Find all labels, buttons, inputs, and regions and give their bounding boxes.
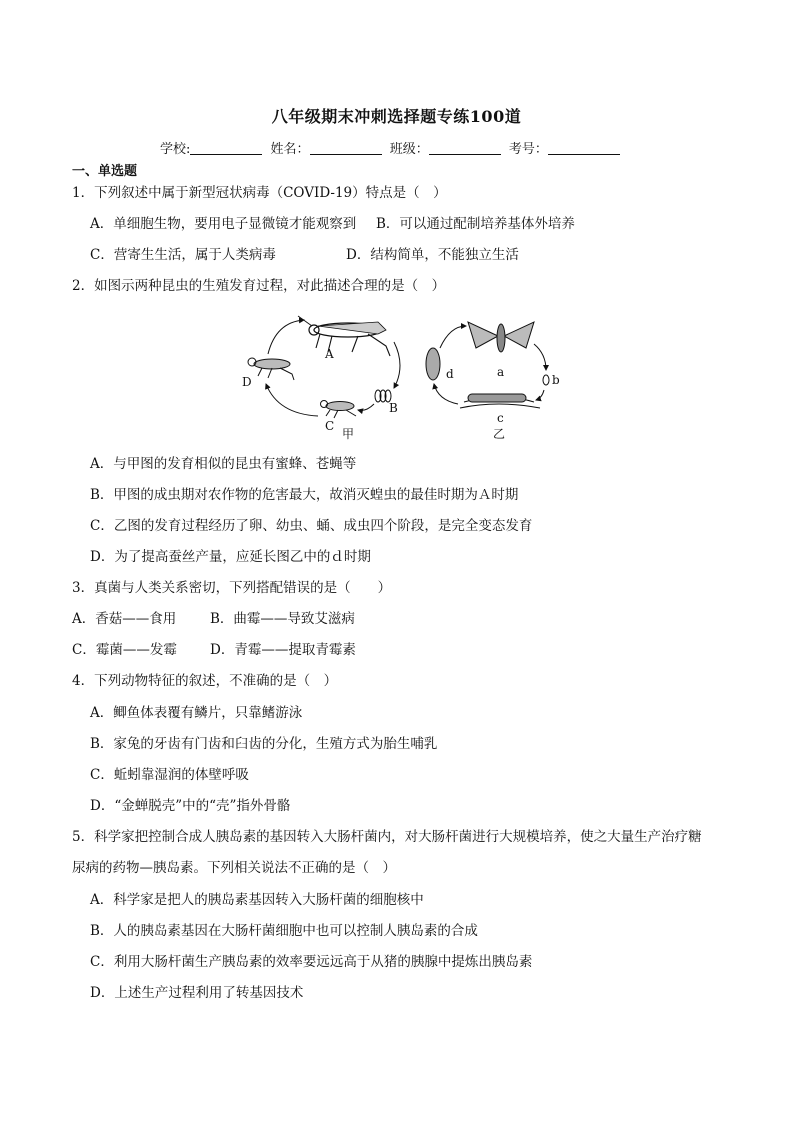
silkworm-pupa-icon	[426, 348, 440, 380]
label-D: D	[242, 375, 252, 389]
name-blank[interactable]	[310, 142, 382, 155]
figure-yi-cycle	[426, 322, 560, 441]
q5-option-d: D．上述生产过程利用了转基因技术	[90, 985, 304, 1001]
silkworm-egg-icon	[543, 375, 549, 385]
label-B: B	[389, 401, 398, 415]
q2-option-c: C．乙图的发育过程经历了卵、幼虫、蛹、成虫四个阶段，是完全变态发育	[90, 518, 533, 534]
q1-stem: 1．下列叙述中属于新型冠状病毒（COVID-19）特点是（ ）	[72, 185, 447, 201]
grasshopper-adult-icon	[298, 316, 390, 356]
q3-stem: 3．真菌与人类关系密切，下列搭配错误的是（ ）	[72, 580, 392, 596]
class-label: 班级：	[389, 142, 429, 157]
label-C: C	[325, 419, 335, 433]
q2-stem: 2．如图示两种昆虫的生殖发育过程，对此描述合理的是（ ）	[72, 278, 446, 294]
q4-stem: 4．下列动物特征的叙述，不准确的是（ ）	[72, 673, 338, 689]
q4-option-c: C．蚯蚓靠湿润的体壁呼吸	[90, 767, 249, 783]
school-label: 学校:	[160, 142, 191, 157]
q3-option-d: D．青霉——提取青霉素	[210, 642, 356, 658]
q1-option-d: D．结构简单，不能独立生活	[346, 247, 519, 263]
label-c: c	[497, 411, 504, 425]
number-blank[interactable]	[548, 142, 620, 155]
label-a: a	[497, 365, 505, 379]
q4-option-a: A．鲫鱼体表覆有鳞片，只靠鳍游泳	[90, 705, 303, 721]
figure-jia-cycle	[242, 316, 400, 441]
student-info-row	[160, 138, 624, 157]
q3-option-c: C．霉菌——发霉	[72, 642, 177, 658]
class-blank[interactable]	[429, 142, 501, 155]
section-heading: 一、单选题	[72, 164, 138, 179]
q5-stem-line2: 尿病的药物—胰岛素。下列相关说法不正确的是（ ）	[72, 860, 396, 876]
q2-option-b: B．甲图的成虫期对农作物的危害最大，故消灭蝗虫的最佳时期为Ａ时期	[90, 487, 519, 503]
q5-option-c: C．利用大肠杆菌生产胰岛素的效率要远远高于从猪的胰腺中提炼出胰岛素	[90, 954, 533, 970]
q4-option-b: B．家兔的牙齿有门齿和臼齿的分化，生殖方式为胎生哺乳	[90, 736, 438, 752]
q4-option-d: D．“金蝉脱壳”中的“壳”指外骨骼	[90, 798, 291, 814]
q2-option-a: A．与甲图的发育相似的昆虫有蜜蜂、苍蝇等	[90, 456, 357, 472]
q5-option-a: A．科学家是把人的胰岛素基因转入大肠杆菌的细胞核中	[90, 892, 424, 908]
q1-option-a: A．单细胞生物，要用电子显微镜才能观察到	[90, 216, 357, 232]
q1-option-b: B．可以通过配制培养基体外培养	[376, 216, 575, 232]
name-label: 姓名：	[270, 142, 310, 157]
q5-stem-line1: 5．科学家把控制合成人胰岛素的基因转入大肠杆菌内，对大肠杆菌进行大规模培养，使之大量生产治疗糖	[72, 829, 702, 845]
silkworm-larva-icon	[460, 394, 540, 408]
grasshopper-nymph-d-icon	[248, 358, 294, 380]
label-yi: 乙	[493, 427, 506, 441]
q1-option-c: C．营寄生生活，属于人类病毒	[90, 247, 276, 263]
grasshopper-nymph-c-icon	[321, 401, 357, 419]
label-b: b	[552, 373, 560, 387]
label-jia: 甲	[342, 427, 355, 441]
label-A: A	[325, 347, 334, 361]
silkmoth-adult-icon	[468, 322, 534, 352]
insect-lifecycle-figure	[228, 312, 568, 444]
q3-option-b: B．曲霉——导致艾滋病	[210, 611, 355, 627]
label-d: d	[446, 367, 454, 381]
number-label: 考号：	[508, 142, 548, 157]
q3-option-a: A．香菇——食用	[72, 611, 177, 627]
school-blank[interactable]	[190, 142, 262, 155]
q2-option-d: D．为了提高蚕丝产量，应延长图乙中的ｄ时期	[90, 549, 371, 565]
page-title: 八年级期末冲刺选择题专练100道	[271, 107, 522, 126]
q5-option-b: B．人的胰岛素基因在大肠杆菌细胞中也可以控制人胰岛素的合成	[90, 923, 478, 939]
